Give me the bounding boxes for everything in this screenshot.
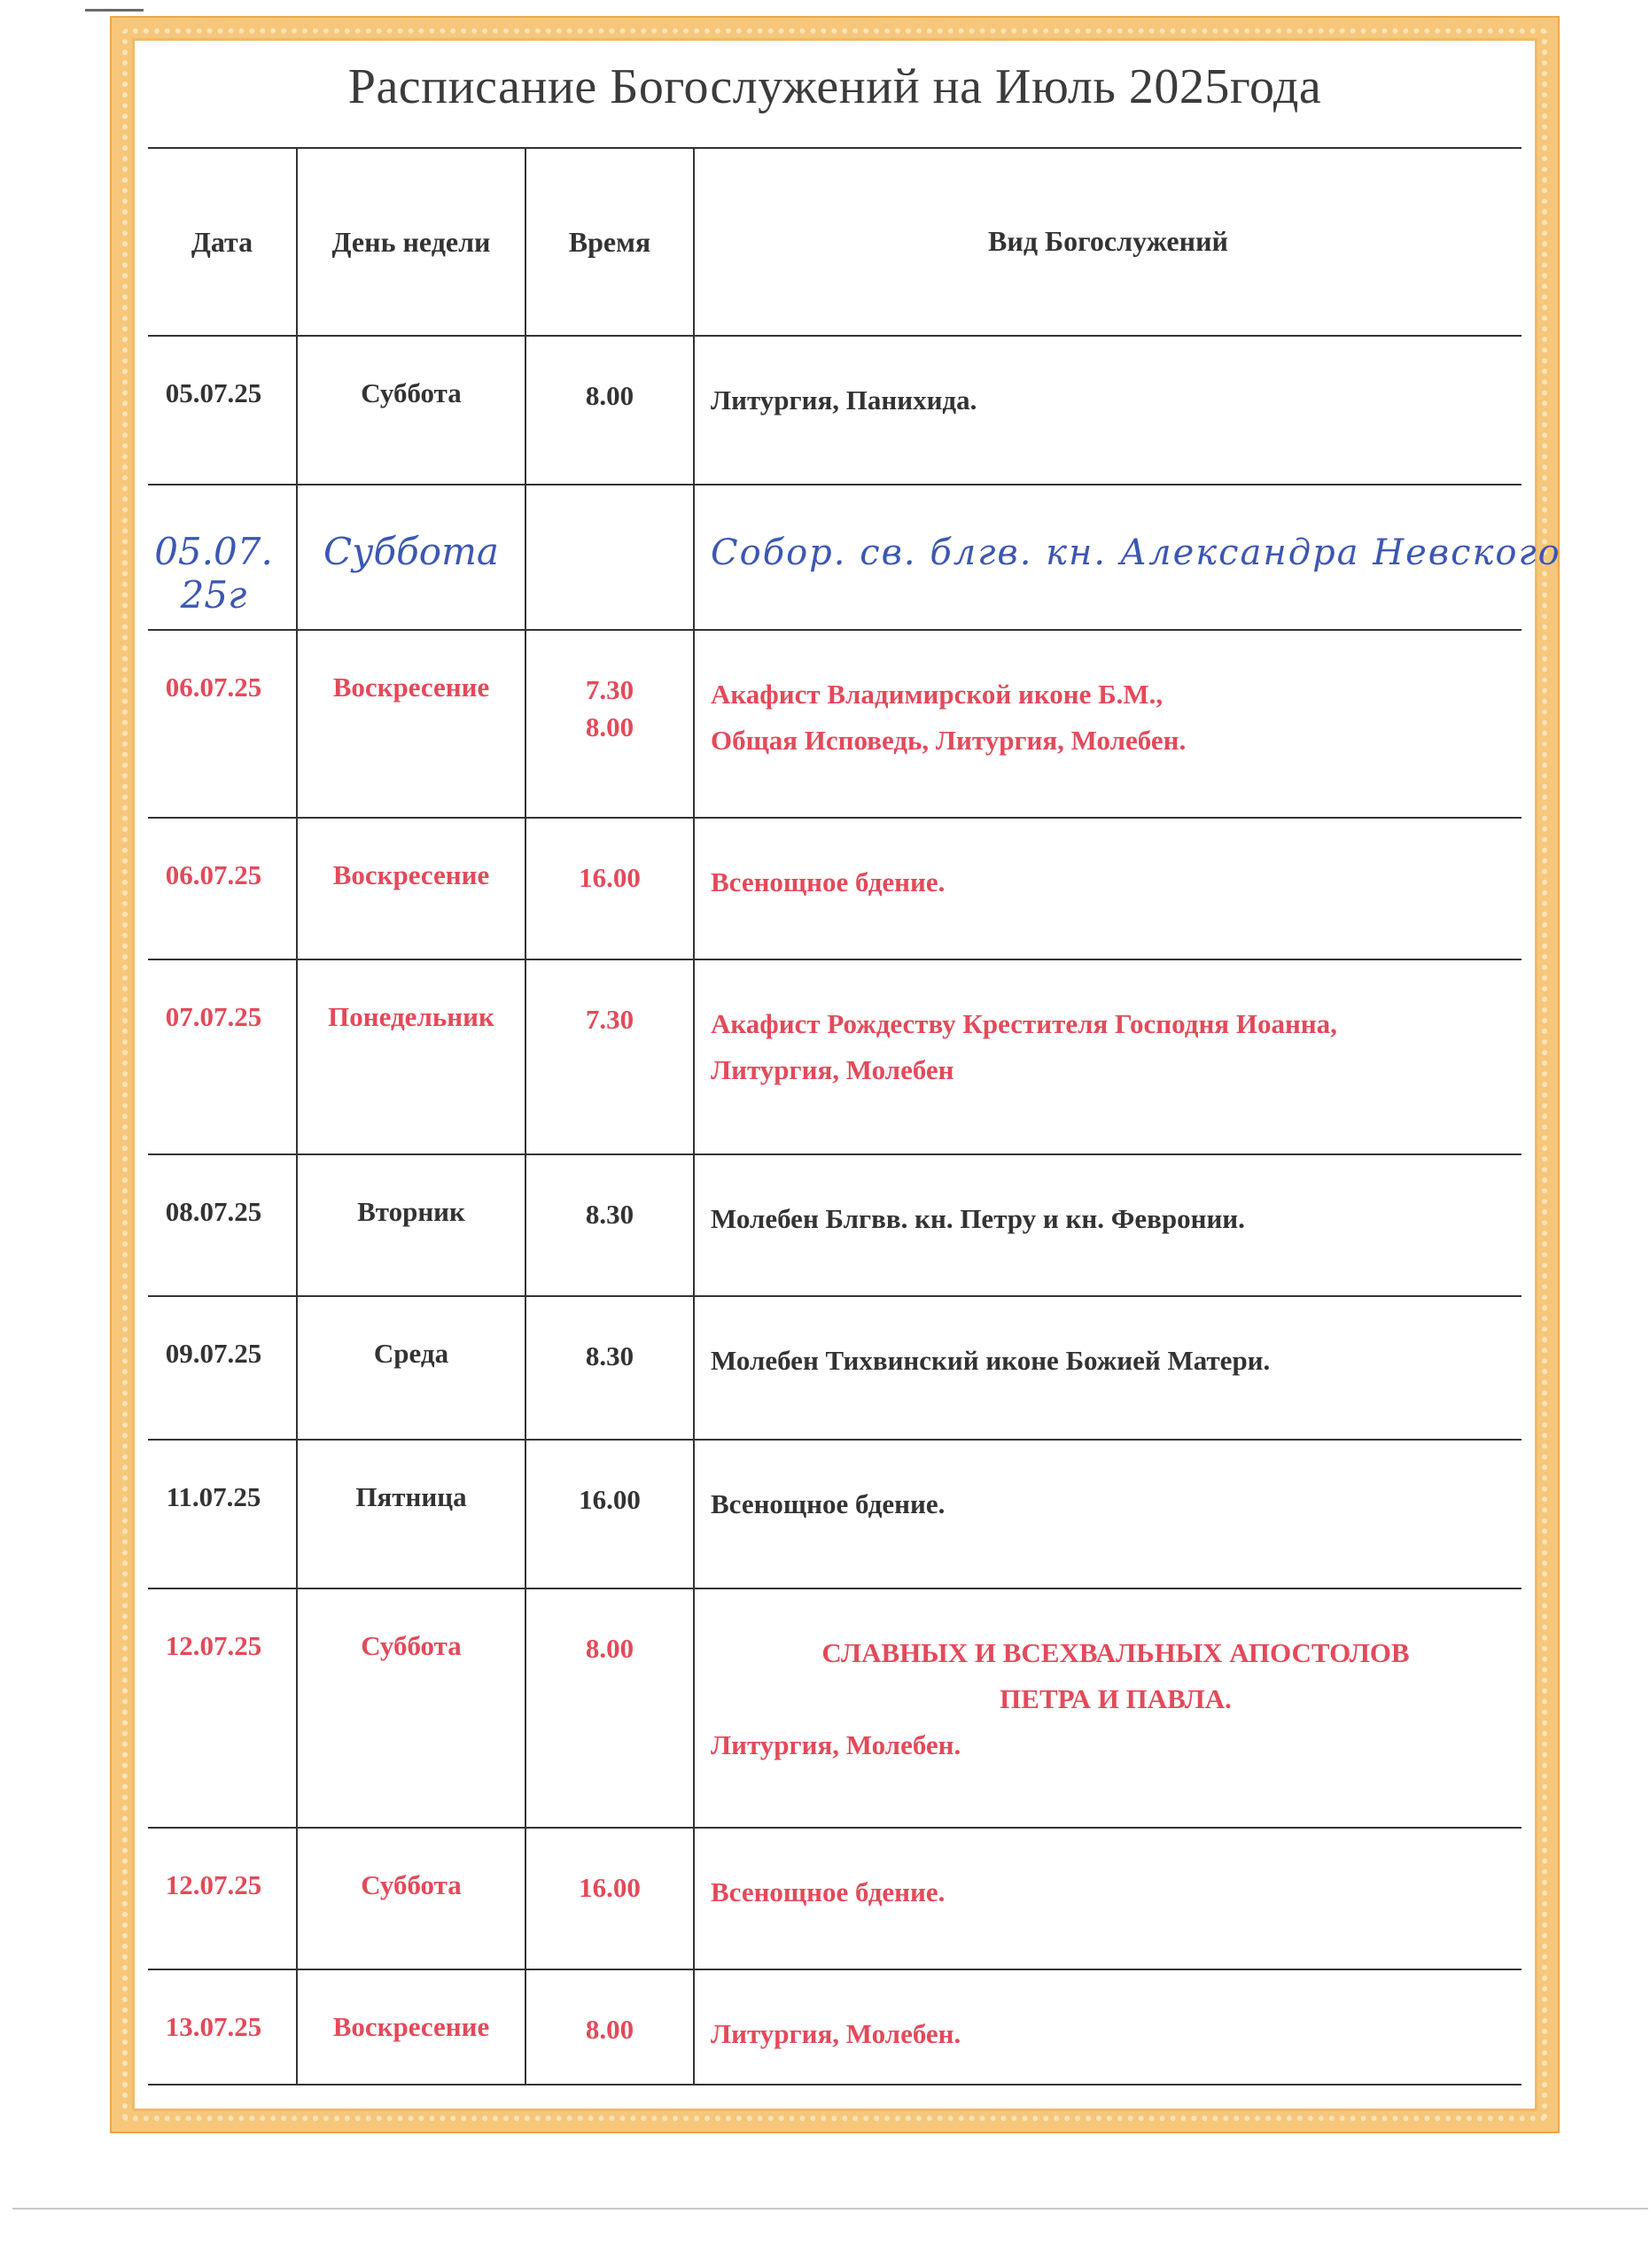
cell-time	[525, 630, 694, 818]
page-title: Расписание Богослужений на Июль 2025года	[347, 59, 1322, 114]
cell-service-kind	[694, 1296, 1522, 1440]
schedule-rows	[148, 336, 1561, 2085]
cell-time	[525, 336, 694, 485]
cell-day: Воскресение	[297, 630, 525, 818]
service-line: Акафист Рождеству Крестителя Господня Иоанна,	[711, 1008, 1337, 1039]
time-value: 8.30	[585, 1340, 634, 1371]
table-row	[148, 959, 1522, 1154]
service-line: Молебен Блгвв. кн. Петру и кн. Февронии.	[711, 1203, 1245, 1234]
cell-service-kind	[694, 959, 1522, 1154]
cell-service-kind	[694, 1969, 1522, 2085]
cell-day: Понедельник	[297, 959, 525, 1154]
table-row	[148, 630, 1522, 818]
cell-time	[525, 1440, 694, 1588]
service-line: Всенощное бдение.	[711, 866, 946, 897]
cell-day: Суббота	[297, 485, 525, 630]
cell-day: Суббота	[297, 1588, 525, 1828]
time-value: 8.00	[585, 1633, 634, 1664]
service-line: Всенощное бдение.	[711, 1488, 946, 1519]
cell-service-kind	[694, 1588, 1522, 1828]
service-line: ПЕТРА И ПАВЛА.	[1000, 1683, 1232, 1714]
service-line: Литургия, Молебен	[711, 1054, 954, 1085]
cell-day: Воскресение	[297, 818, 525, 959]
service-line: Литургия, Панихида.	[711, 384, 977, 416]
service-line: СЛАВНЫХ И ВСЕХВАЛЬНЫХ АПОСТОЛОВ	[821, 1637, 1410, 1668]
time-value: 16.00	[579, 1484, 641, 1515]
service-line: Общая Исповедь, Литургия, Молебен.	[711, 725, 1187, 756]
table-row	[148, 1154, 1522, 1296]
time-value: 16.00	[579, 862, 641, 893]
time-value: 8.30	[585, 1199, 634, 1230]
cell-time	[525, 1588, 694, 1828]
cell-day: Вторник	[297, 1154, 525, 1296]
time-value: 16.00	[579, 1872, 641, 1903]
cell-date: 05.07. 25г	[148, 485, 297, 630]
table-row	[148, 1588, 1522, 1828]
cell-date: 07.07.25	[148, 959, 297, 1154]
cell-time	[525, 1296, 694, 1440]
table-header-row	[148, 148, 1522, 336]
schedule-sheet	[135, 41, 1561, 2109]
cell-day: Воскресение	[297, 1969, 525, 2085]
cell-day: Пятница	[297, 1440, 525, 1588]
cell-date: 13.07.25	[148, 1969, 297, 2085]
table-row	[148, 1969, 1522, 2085]
cell-date: 12.07.25	[148, 1588, 297, 1828]
cell-date: 08.07.25	[148, 1154, 297, 1296]
cell-time	[525, 1154, 694, 1296]
service-line: Литургия, Молебен.	[711, 2018, 961, 2049]
cell-date: 11.07.25	[148, 1440, 297, 1588]
cell-date: 12.07.25	[148, 1828, 297, 1969]
cell-date: 05.07.25	[148, 336, 297, 485]
cell-time	[525, 818, 694, 959]
cell-service-kind	[694, 818, 1522, 959]
cell-service-kind	[694, 336, 1522, 485]
cell-date: 06.07.25	[148, 818, 297, 959]
cell-date: 06.07.25	[148, 630, 297, 818]
service-line: Акафист Владимирской иконе Б.М.,	[711, 679, 1164, 710]
time-value: 8.00	[585, 2014, 634, 2045]
service-line: Литургия, Молебен.	[711, 1729, 961, 1760]
scan-bottom-line	[12, 2208, 1648, 2210]
cell-service-kind	[694, 1440, 1522, 1588]
header-service-kind: Вид Богослужений	[694, 148, 1522, 336]
scan-edge-mark	[85, 9, 144, 12]
time-value: 8.00	[585, 380, 634, 411]
table-row	[148, 1296, 1522, 1440]
cell-time	[525, 959, 694, 1154]
cell-service-kind	[694, 630, 1522, 818]
table-row	[148, 1828, 1522, 1969]
table-row	[148, 818, 1522, 959]
time-value: 8.00	[585, 711, 634, 742]
service-line: Молебен Тихвинский иконе Божией Матери.	[711, 1345, 1271, 1376]
cell-time	[525, 1969, 694, 2085]
table-row	[148, 1440, 1522, 1588]
table-row	[148, 485, 1522, 630]
time-value: 7.30	[585, 674, 634, 705]
table-row	[148, 336, 1522, 485]
header-time: Время	[525, 148, 694, 336]
service-line: Собор. св. блгв. кн. Александра Невского	[711, 532, 1561, 573]
cell-day: Среда	[297, 1296, 525, 1440]
service-line: Всенощное бдение.	[711, 1876, 946, 1907]
cell-service-kind	[694, 485, 1561, 630]
header-date: Дата	[148, 148, 297, 336]
time-value: 7.30	[585, 1004, 634, 1035]
header-day: День недели	[297, 148, 525, 336]
cell-date: 09.07.25	[148, 1296, 297, 1440]
cell-service-kind	[694, 1828, 1522, 1969]
cell-time	[525, 1828, 694, 1969]
cell-time	[525, 485, 694, 630]
cell-day: Суббота	[297, 336, 525, 485]
cell-day: Суббота	[297, 1828, 525, 1969]
cell-service-kind	[694, 1154, 1522, 1296]
schedule-table	[148, 147, 1561, 2085]
